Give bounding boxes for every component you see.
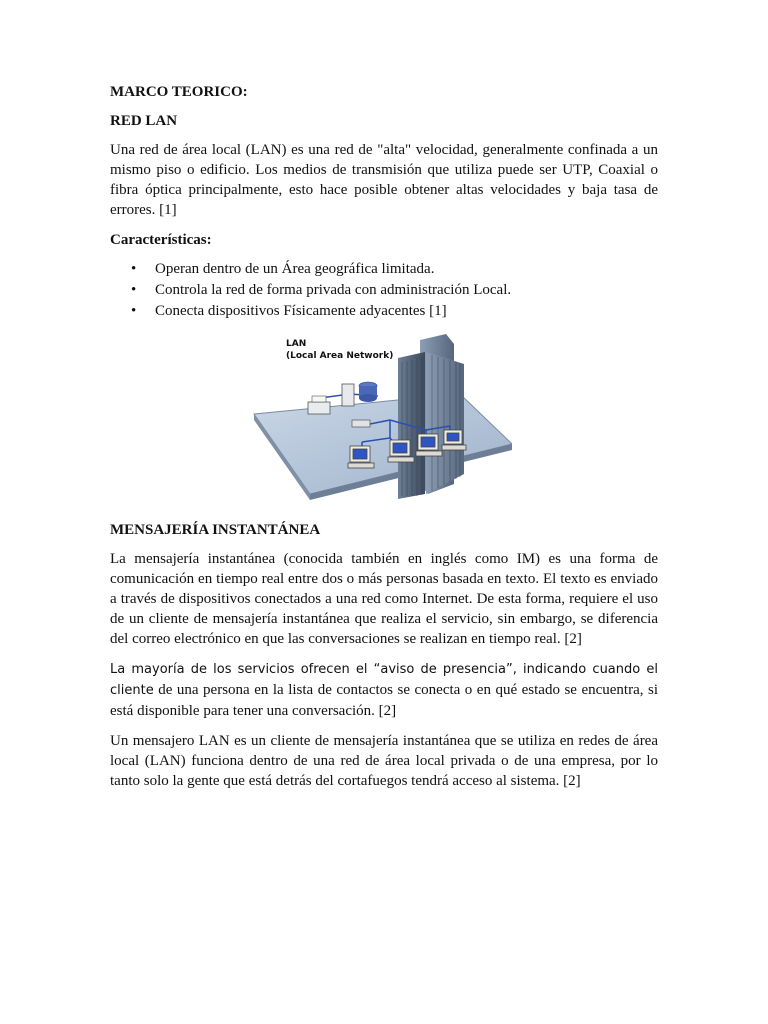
red-lan-paragraph: Una red de área local (LAN) es una red de "alta" velocidad, generalmente confinada a un mismo piso o edificio. Los medios de transmisión que utiliza puede ser UTP, Coaxial o fibra óptica principalmente, esto hace posible obtener altas velocidades y baja tasa de errores. [1] bbox=[110, 142, 658, 218]
cortafuegos-term: cortafuegos bbox=[337, 773, 408, 789]
feature-item: • Conecta dispositivos Físicamente adyacentes [1] bbox=[155, 301, 658, 322]
mensajeria-paragraph-3 bbox=[110, 731, 658, 791]
mensajeria-paragraph-3-a: Un mensajero LAN es un cliente de mensajería instantánea que se utiliza en redes de área local (LAN) funciona dentro de una red de área local privada o de una empresa, por lo tanto solo la gente que está detrás del bbox=[110, 733, 658, 789]
section-title-marco-teorico: MARCO TEORICO: bbox=[110, 84, 248, 100]
lan-label-line2: (Local Area Network) bbox=[286, 351, 394, 361]
features-list bbox=[110, 259, 658, 322]
mensajeria-paragraph-2 bbox=[110, 659, 658, 721]
lan-label-line1: LAN bbox=[286, 339, 307, 349]
lan-figure bbox=[110, 334, 658, 502]
section-subtitle-red-lan: RED LAN bbox=[110, 113, 178, 129]
features-heading: Características: bbox=[110, 232, 212, 248]
section-title-mensajeria: MENSAJERÍA INSTANTÁNEA bbox=[110, 522, 321, 538]
feature-item: • Operan dentro de un Área geográfica limitada. bbox=[155, 259, 658, 280]
mensajeria-paragraph-3-c: tendrá acceso al sistema. [2] bbox=[407, 773, 581, 789]
lan-diagram-image bbox=[250, 334, 512, 502]
document-content bbox=[110, 82, 658, 801]
mensajeria-paragraph-2-first-line: La mayoría de los servicios ofrecen el “aviso de presencia”, indicando cuando el cliente bbox=[110, 662, 658, 698]
feature-item: • Controla la red de forma privada con administración Local. bbox=[155, 280, 658, 301]
mensajeria-paragraph-1: La mensajería instantánea (conocida también en inglés como IM) es una forma de comunicación en tiempo real entre dos o más personas basada en texto. El texto es enviado a través de dispositivos conectados a una red como Internet. De esta forma, requiere el uso de un cliente de mensajería instantánea que realiza el servicio, sin embargo, se diferencia del correo electrónico en que las conversaciones se realizan en tiempo real. [2] bbox=[110, 551, 658, 647]
mensajeria-paragraph-2-rest: de una persona en la lista de contactos se conecta o en qué estado se encuentra, si está disponible para tener una conversación. [2] bbox=[110, 682, 658, 719]
